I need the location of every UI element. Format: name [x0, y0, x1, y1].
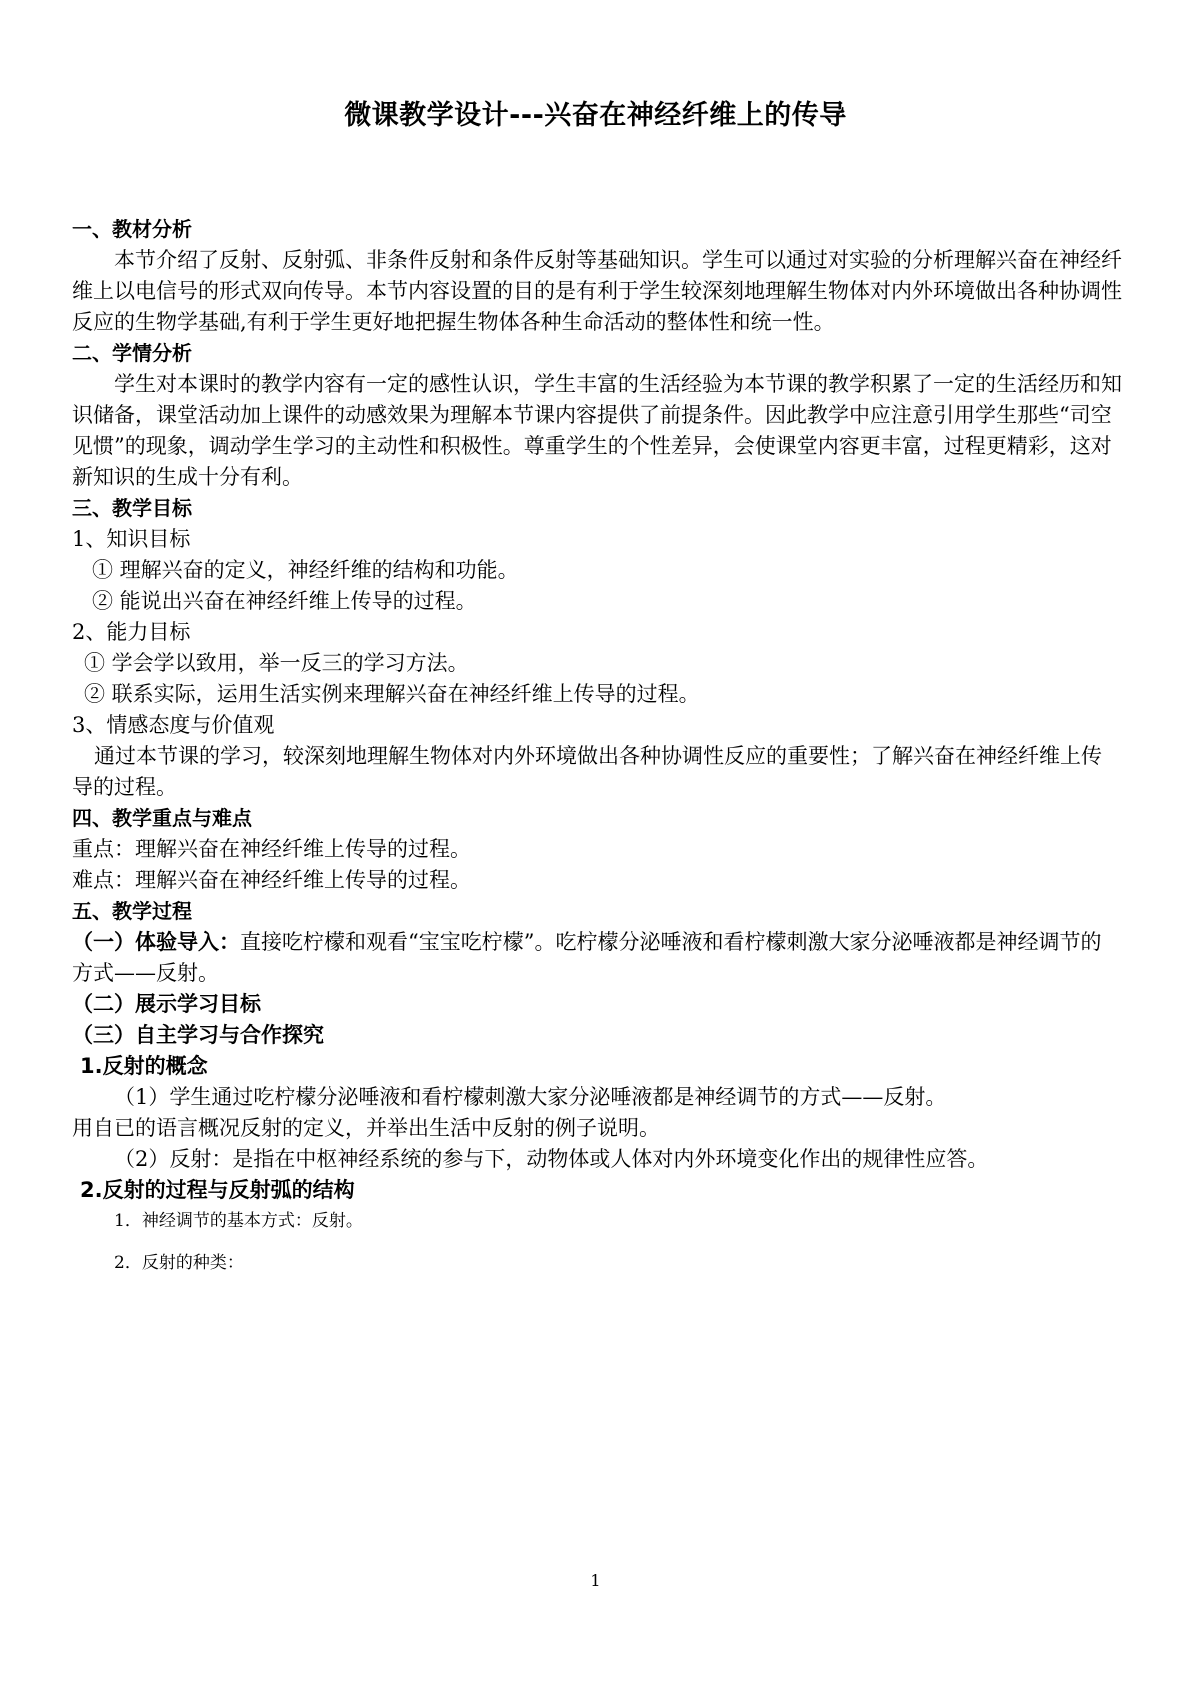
- section-heading-3: 三、教学目标: [72, 496, 192, 520]
- topic-1-para-c: （2）反射：是指在中枢神经系统的参与下，动物体或人体对内外环境变化作出的规律性应答。: [114, 1147, 989, 1171]
- goal-knowledge-title: 1、知识目标: [72, 527, 191, 551]
- goal-attitude-body: [72, 741, 1122, 803]
- section-heading-2: 二、学情分析: [72, 341, 192, 365]
- topic-1-para-a: （1）学生通过吃柠檬分泌唾液和看柠檬刺激大家分泌唾液都是神经调节的方式——反射。: [114, 1085, 947, 1109]
- goal-attitude-title: 3、情感态度与价值观: [72, 713, 275, 737]
- process-step-3: （三）自主学习与合作探究: [72, 1023, 324, 1047]
- goal-knowledge-item-1: ① 理解兴奋的定义，神经纤维的结构和功能。: [92, 558, 519, 582]
- process-step-1-text: 直接吃柠檬和观看“宝宝吃柠檬”。吃柠檬分泌唾液和看柠檬刺激大家分泌唾液都是神经调节的方式——反射。: [72, 930, 1102, 985]
- topic-2-title: 2.反射的过程与反射弧的结构: [80, 1178, 355, 1202]
- difficult-point: 难点：理解兴奋在神经纤维上传导的过程。: [72, 868, 471, 892]
- document-title: 微课教学设计---兴奋在神经纤维上的传导: [344, 100, 847, 131]
- goal-ability-title: 2、能力目标: [72, 620, 191, 644]
- section-heading-5: 五、教学过程: [72, 899, 192, 923]
- goal-ability-item-1: ① 学会学以致用，举一反三的学习方法。: [84, 651, 469, 675]
- key-point: 重点：理解兴奋在神经纤维上传导的过程。: [72, 837, 471, 861]
- process-step-1: [72, 927, 1122, 989]
- section-heading-4: 四、教学重点与难点: [72, 806, 252, 830]
- goal-attitude-text: 通过本节课的学习，较深刻地理解生物体对内外环境做出各种协调性反应的重要性；了解兴奋在神经纤维上传导的过程。: [72, 744, 1102, 799]
- topic-2-item-1: 1．神经调节的基本方式：反射。: [114, 1211, 363, 1231]
- goal-ability-item-2: ② 联系实际，运用生活实例来理解兴奋在神经纤维上传导的过程。: [84, 682, 700, 706]
- process-step-2: （二）展示学习目标: [72, 992, 261, 1016]
- goal-knowledge-item-2: ② 能说出兴奋在神经纤维上传导的过程。: [92, 589, 477, 613]
- page-number: 1: [590, 1571, 601, 1590]
- topic-2-item-2: 2．反射的种类：: [114, 1253, 244, 1273]
- document-body: [72, 214, 1122, 1278]
- section-heading-1: 一、教材分析: [72, 217, 192, 241]
- section-1-body: 本节介绍了反射、反射弧、非条件反射和条件反射等基础知识。学生可以通过对实验的分析理解兴奋在神经纤维上以电信号的形式双向传导。本节内容设置的目的是有利于学生较深刻地理解生物体对内外环境做出各种协调性反应的生物学基础,有利于学生更好地把握生物体各种生命活动的整体性和统一性。: [72, 248, 1122, 334]
- topic-1-title: 1.反射的概念: [80, 1054, 208, 1078]
- section-2-body: 学生对本课时的教学内容有一定的感性认识，学生丰富的生活经验为本节课的教学积累了一定的生活经历和知识储备，课堂活动加上课件的动感效果为理解本节课内容提供了前提条件。因此教学中应注意引用学生那些“司空见惯”的现象，调动学生学习的主动性和积极性。尊重学生的个性差异，会使课堂内容更丰富，过程更精彩，这对新知识的生成十分有利。: [72, 372, 1122, 489]
- process-step-1-label: （一）体验导入：: [72, 930, 240, 954]
- topic-1-para-b: 用自已的语言概况反射的定义，并举出生活中反射的例子说明。: [72, 1116, 660, 1140]
